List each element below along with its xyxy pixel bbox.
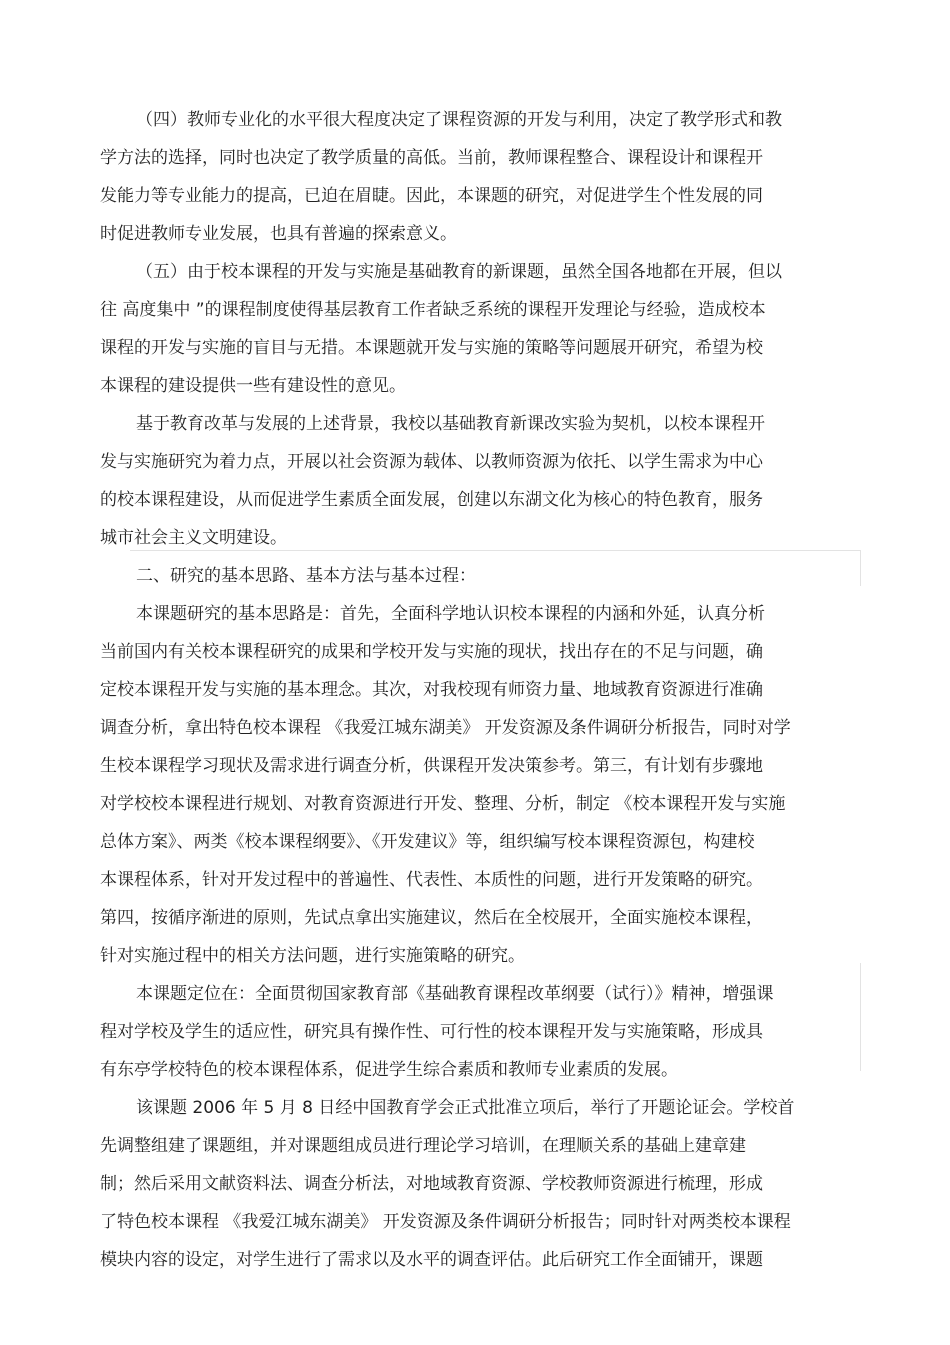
table-rule-right: [860, 550, 861, 586]
thinking-paragraph-line-2: 当前国内有关校本课程研究的成果和学校开发与实施的现状，找出存在的不足与问题，确: [100, 642, 763, 662]
paragraph-4-line-4: 时促进教师专业发展，也具有普遍的探索意义。: [100, 224, 457, 244]
thinking-paragraph-line-3: 定校本课程开发与实施的基本理念。其次，对我校现有师资力量、地域教育资源进行准确: [100, 680, 763, 700]
paragraph-5-line-2: 往 高度集中 ”的课程制度使得基层教育工作者缺乏系统的课程开发理论与经验，造成校本: [100, 300, 766, 320]
thinking-paragraph-line-9: 第四，按循序渐进的原则，先试点拿出实施建议，然后在全校展开，全面实施校本课程，: [100, 908, 763, 928]
process-paragraph-line-4: 了特色校本课程 《我爱江城东湖美》 开发资源及条件调研分析报告；同时针对两类校本课程: [100, 1212, 791, 1232]
thinking-paragraph-line-1: 本课题研究的基本思路是：首先，全面科学地认识校本课程的内涵和外延，认真分析: [136, 604, 765, 624]
process-paragraph-line-2: 先调整组建了课题组，并对课题组成员进行理论学习培训，在理顺关系的基础上建章建: [100, 1136, 746, 1156]
background-paragraph-line-2: 发与实施研究为着力点，开展以社会资源为载体、以教师资源为依托、以学生需求为中心: [100, 452, 763, 472]
process-paragraph-line-5: 模块内容的设定，对学生进行了需求以及水平的调查评估。此后研究工作全面铺开，课题: [100, 1250, 763, 1270]
paragraph-5-line-4: 本课程的建设提供一些有建设性的意见。: [100, 376, 406, 396]
table-rule-right-lower: [860, 963, 861, 1071]
section-heading-2: 二、研究的基本思路、基本方法与基本过程：: [136, 566, 476, 586]
process-paragraph-line-1: 该课题 2006 年 5 月 8 日经中国教育学会正式批准立项后，举行了开题论证会。学校首: [136, 1098, 795, 1118]
paragraph-5-line-3: 课程的开发与实施的盲目与无措。本课题就开发与实施的策略等问题展开研究，希望为校: [100, 338, 763, 358]
paragraph-4-line-3: 发能力等专业能力的提高，已迫在眉睫。因此，本课题的研究，对促进学生个性发展的同: [100, 186, 763, 206]
background-paragraph-line-4: 城市社会主义文明建设。: [100, 528, 287, 548]
positioning-paragraph-line-3: 有东亭学校特色的校本课程体系，促进学生综合素质和教师专业素质的发展。: [100, 1060, 678, 1080]
thinking-paragraph-line-7: 总体方案》、两类《校本课程纲要》、《开发建议》等，组织编写校本课程资源包，构建校: [100, 832, 755, 852]
thinking-paragraph-line-10: 针对实施过程中的相关方法问题，进行实施策略的研究。: [100, 946, 525, 966]
process-paragraph-line-3: 制；然后采用文献资料法、调查分析法，对地域教育资源、学校教师资源进行梳理，形成: [100, 1174, 763, 1194]
background-paragraph-line-1: 基于教育改革与发展的上述背景，我校以基础教育新课改实验为契机，以校本课程开: [136, 414, 765, 434]
thinking-paragraph-line-8: 本课程体系，针对开发过程中的普遍性、代表性、本质性的问题，进行开发策略的研究。: [100, 870, 763, 890]
paragraph-4-line-1: （四）教师专业化的水平很大程度决定了课程资源的开发与利用，决定了教学形式和教: [136, 110, 782, 130]
positioning-paragraph-line-1: 本课题定位在：全面贯彻国家教育部《基础教育课程改革纲要（试行）》精神，增强课: [136, 984, 774, 1004]
document-body: [100, 101, 860, 1279]
background-paragraph-line-3: 的校本课程建设，从而促进学生素质全面发展，创建以东湖文化为核心的特色教育，服务: [100, 490, 763, 510]
positioning-paragraph-line-2: 程对学校及学生的适应性，研究具有操作性、可行性的校本课程开发与实施策略，形成具: [100, 1022, 763, 1042]
paragraph-4-line-2: 学方法的选择，同时也决定了教学质量的高低。当前，教师课程整合、课程设计和课程开: [100, 148, 763, 168]
thinking-paragraph-line-5: 生校本课程学习现状及需求进行调查分析，供课程开发决策参考。第三，有计划有步骤地: [100, 756, 763, 776]
paragraph-5-line-1: （五）由于校本课程的开发与实施是基础教育的新课题，虽然全国各地都在开展，但以: [136, 262, 782, 282]
thinking-paragraph-line-6: 对学校校本课程进行规划、对教育资源进行开发、整理、分析，制定 《校本课程开发与实施: [100, 794, 786, 814]
thinking-paragraph-line-4: 调查分析，拿出特色校本课程 《我爱江城东湖美》 开发资源及条件调研分析报告，同时对学: [100, 718, 791, 738]
